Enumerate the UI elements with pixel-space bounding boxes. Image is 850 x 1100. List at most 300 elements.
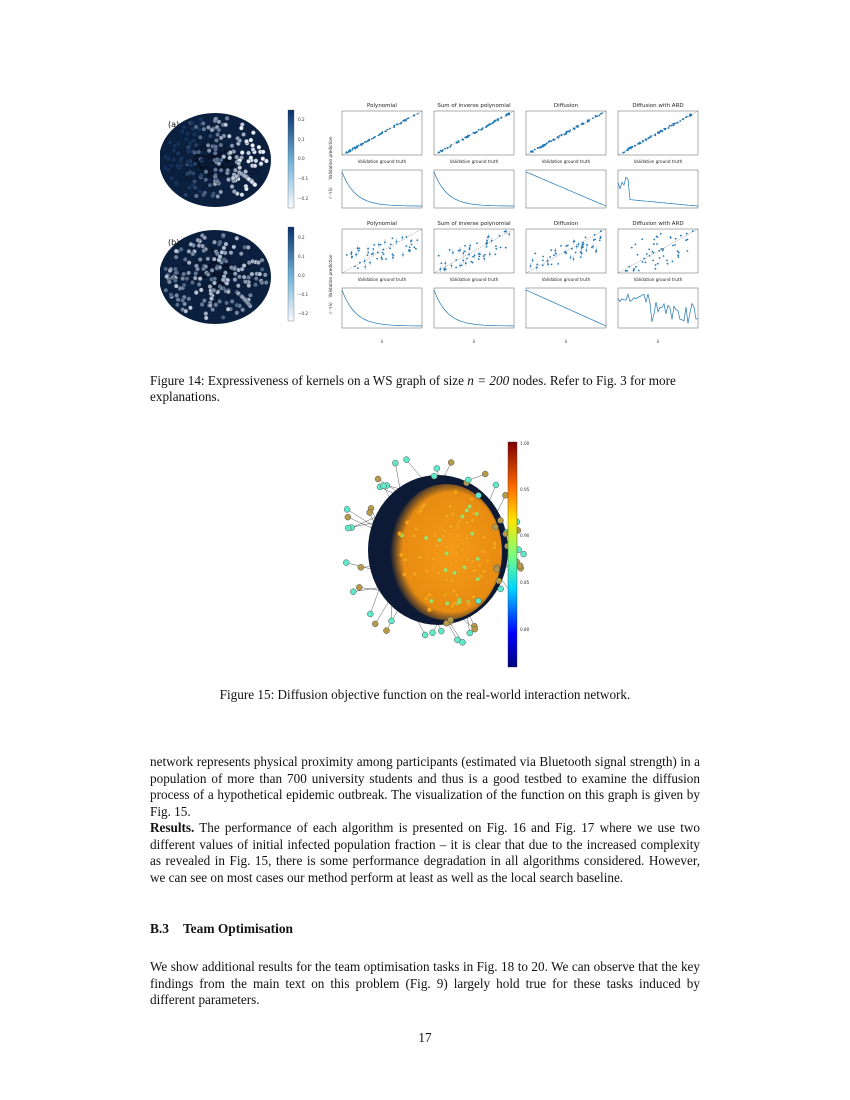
graph-node	[186, 271, 190, 275]
network-node	[475, 598, 481, 604]
graph-node	[193, 276, 197, 280]
graph-node	[189, 242, 193, 246]
graph-node	[163, 166, 167, 170]
scatter-point	[592, 117, 594, 119]
scatter-point	[648, 248, 650, 250]
graph-node	[193, 162, 197, 166]
graph-node	[215, 266, 219, 270]
network-node	[417, 555, 421, 559]
graph-node	[260, 267, 264, 271]
subplot	[342, 288, 422, 328]
graph-node	[185, 276, 189, 280]
cb-b-tick: 0.1	[298, 254, 305, 259]
scatter-point	[497, 118, 499, 120]
interaction-network	[343, 457, 526, 646]
graph-node	[185, 160, 189, 164]
scatter-point	[382, 252, 384, 254]
scatter-point	[358, 145, 360, 147]
network-node	[436, 570, 440, 574]
cb-a-tick: 0.0	[298, 156, 305, 161]
graph-node	[258, 272, 262, 276]
scatter-point	[599, 240, 601, 242]
scatter-point	[560, 245, 562, 247]
scatter-point	[677, 122, 679, 124]
network-node	[492, 524, 498, 530]
xlabel-pred: Validation ground truth	[633, 159, 683, 164]
subplot-grid	[342, 111, 698, 328]
graph-node	[236, 161, 240, 165]
network-node	[432, 557, 436, 561]
graph-node	[171, 158, 175, 162]
graph-node	[173, 267, 177, 271]
graph-node	[232, 245, 236, 249]
scatter-point	[390, 244, 392, 246]
scatter-point	[468, 135, 470, 137]
graph-node	[230, 299, 234, 303]
scatter-point	[567, 245, 569, 247]
graph-node	[256, 260, 260, 264]
scatter-point	[384, 130, 386, 132]
scatter-point	[670, 236, 672, 238]
graph-node	[180, 129, 184, 133]
graph-node	[244, 280, 248, 284]
scatter-point	[534, 253, 536, 255]
xlabel-pred: Validation ground truth	[541, 277, 591, 282]
graph-node	[218, 254, 222, 258]
scatter-point	[443, 268, 445, 270]
scatter-point	[550, 249, 552, 251]
col-title: Diffusion with ARD	[632, 221, 684, 227]
network-node	[493, 482, 499, 488]
scatter-point	[662, 248, 664, 250]
graph-node	[194, 125, 198, 129]
scatter-point	[377, 252, 379, 254]
network-node	[441, 534, 445, 538]
network-node	[450, 512, 454, 516]
scatter-point	[594, 234, 596, 236]
graph-node	[250, 143, 254, 147]
graph-node	[172, 148, 176, 152]
network-node	[344, 506, 350, 512]
scatter-point	[566, 131, 568, 133]
scatter-point	[542, 256, 544, 258]
network-node	[475, 557, 479, 561]
scatter-point	[455, 259, 457, 261]
scatter-point	[351, 257, 353, 259]
graph-node	[214, 138, 218, 142]
scatter-point	[569, 129, 571, 131]
ylabel-spec: r⁻¹(λ)	[328, 187, 333, 199]
graph-node	[239, 252, 243, 256]
network-node	[343, 560, 349, 566]
graph-node	[208, 134, 212, 138]
cb-a-tick: −0.2	[298, 196, 309, 201]
scatter-point	[598, 115, 600, 117]
network-node	[454, 637, 460, 643]
scatter-point	[393, 126, 395, 128]
graph-node	[233, 277, 237, 281]
network-node	[445, 601, 449, 605]
scatter-point	[465, 137, 467, 139]
network-node	[465, 477, 471, 483]
scatter-point	[464, 250, 466, 252]
scatter-point	[635, 243, 637, 245]
graph-node	[201, 121, 205, 125]
graph-node	[191, 171, 195, 175]
scatter-point	[474, 132, 476, 134]
network-node	[475, 492, 481, 498]
network-node	[482, 535, 486, 539]
scatter-point	[372, 248, 374, 250]
graph-node	[174, 180, 178, 184]
network-node	[467, 630, 473, 636]
network-node	[429, 599, 433, 603]
scatter-point	[641, 238, 643, 240]
network-node	[430, 630, 436, 636]
graph-node	[204, 264, 208, 268]
scatter-point	[582, 246, 584, 248]
scatter-point	[351, 251, 353, 253]
scatter-point	[450, 144, 452, 146]
scatter-point	[386, 129, 388, 131]
network-node	[465, 508, 469, 512]
network-node	[414, 527, 418, 531]
scatter-point	[381, 258, 383, 260]
graph-node	[191, 183, 195, 187]
scatter-point	[469, 247, 471, 249]
scatter-point	[649, 255, 651, 257]
scatter-point	[626, 270, 628, 272]
scatter-point	[447, 147, 449, 149]
subplot	[618, 229, 698, 273]
cb15-tick: 1.00	[520, 441, 530, 446]
scatter-point	[565, 245, 567, 247]
scatter-point	[678, 252, 680, 254]
graph-node	[187, 249, 191, 253]
scatter-point	[645, 138, 647, 140]
subplot	[342, 170, 422, 208]
graph-node	[218, 240, 222, 244]
graph-node	[183, 193, 187, 197]
scatter-point	[630, 148, 632, 150]
graph-node	[169, 163, 173, 167]
graph-node	[208, 284, 212, 288]
scatter-point	[642, 141, 644, 143]
network-node	[473, 568, 477, 572]
scatter-point	[656, 243, 658, 245]
network-node	[402, 572, 406, 576]
graph-node	[176, 141, 180, 145]
graph-node	[215, 179, 219, 183]
network-node	[452, 601, 456, 605]
network-node	[437, 538, 441, 542]
scatter-point	[649, 136, 651, 138]
scatter-point	[379, 133, 381, 135]
scatter-point	[663, 255, 665, 257]
network-node	[482, 471, 488, 477]
scatter-point	[600, 236, 602, 238]
scatter-point	[580, 256, 582, 258]
scatter-point	[359, 262, 361, 264]
scatter-point	[660, 130, 662, 132]
graph-node	[226, 290, 230, 294]
network-node	[448, 460, 454, 466]
scatter-point	[559, 135, 561, 137]
graph-node	[206, 257, 210, 261]
graph-node	[221, 278, 225, 282]
graph-node	[187, 297, 191, 301]
network-node	[367, 510, 373, 516]
network-node	[392, 460, 398, 466]
scatter-point	[440, 262, 442, 264]
graph-node	[213, 168, 217, 172]
network-node	[405, 520, 409, 524]
graph-node	[198, 257, 202, 261]
graph-node	[230, 144, 234, 148]
scatter-point	[549, 256, 551, 258]
network-node	[367, 611, 373, 617]
scatter-point	[600, 113, 602, 115]
graph-node	[213, 277, 217, 281]
colorbar-a	[288, 110, 309, 208]
network-node	[388, 618, 394, 624]
network-node	[356, 584, 362, 590]
network-node	[455, 550, 459, 554]
graph-node	[251, 130, 255, 134]
graph-node	[228, 156, 232, 160]
subplot-frame	[434, 170, 514, 208]
graph-node	[246, 159, 250, 163]
graph-node	[182, 272, 186, 276]
network-node	[412, 534, 416, 538]
graph-node	[163, 267, 167, 271]
caption-math: n = 200	[467, 373, 510, 388]
scatter-point	[686, 233, 688, 235]
graph-node	[194, 290, 198, 294]
cb-b-tick: 0.0	[298, 273, 305, 278]
scatter-point	[457, 140, 459, 142]
network-node	[444, 551, 448, 555]
scatter-point	[682, 118, 684, 120]
results-heading: Results.	[150, 820, 195, 835]
network-node	[345, 525, 351, 531]
scatter-point	[382, 249, 384, 251]
scatter-point	[406, 118, 408, 120]
graph-node	[250, 272, 254, 276]
paragraph-network: network represents physical proximity among participants (estimated via Bluetooth signal strength) in a population of more than 700 university students and thus is a good testbed to examine the diffusion process of a hypothetical epidemic outbreak. The visualization of the function on this graph is given by Fig. 15.	[150, 754, 700, 819]
figure-14-plot	[160, 100, 700, 350]
scatter-point	[356, 145, 358, 147]
graph-node	[231, 176, 235, 180]
scatter-point	[585, 237, 587, 239]
network-node	[468, 504, 472, 508]
scatter-point	[587, 121, 589, 123]
network-node	[492, 542, 496, 546]
graph-node	[204, 311, 208, 315]
graph-node	[253, 183, 257, 187]
graph-node	[213, 174, 217, 178]
graph-node	[196, 238, 200, 242]
cb-b-tick: 0.2	[298, 235, 305, 240]
network-node	[502, 492, 508, 498]
scatter-point	[627, 149, 629, 151]
section-title: Team Optimisation	[182, 921, 293, 936]
graph-node	[248, 304, 252, 308]
scatter-point	[674, 244, 676, 246]
graph-node	[175, 163, 179, 167]
graph-node	[229, 250, 233, 254]
scatter-point	[633, 268, 635, 270]
scatter-point	[413, 246, 415, 248]
network-node	[449, 562, 453, 566]
scatter-point	[383, 253, 385, 255]
graph-node	[221, 315, 225, 319]
graph-node	[194, 271, 198, 275]
graph-node	[259, 161, 263, 165]
graph-node	[202, 248, 206, 252]
graph-node	[202, 236, 206, 240]
graph-node	[223, 271, 227, 275]
ylabel-spec: r⁻¹(λ)	[328, 302, 333, 314]
graph-node	[237, 165, 241, 169]
graph-node	[250, 259, 254, 263]
graph-node	[261, 150, 265, 154]
scatter-point	[417, 113, 419, 115]
graph-node	[165, 274, 169, 278]
graph-node	[183, 257, 187, 261]
network-node	[479, 574, 483, 578]
graph-node	[217, 299, 221, 303]
network-node	[462, 565, 466, 569]
scatter-point	[634, 145, 636, 147]
scatter-point	[483, 255, 485, 257]
scatter-point	[667, 263, 669, 265]
network-node	[457, 519, 461, 523]
scatter-point	[478, 256, 480, 258]
scatter-point	[639, 143, 641, 145]
graph-node	[199, 173, 203, 177]
xlabel-pred: Validation ground truth	[357, 159, 407, 164]
scatter-point	[687, 250, 689, 252]
scatter-point	[600, 230, 602, 232]
scatter-point	[654, 134, 656, 136]
graph-node	[225, 281, 229, 285]
graph-node	[221, 233, 225, 237]
network-node	[517, 563, 523, 569]
scatter-point	[680, 235, 682, 237]
network-node	[435, 544, 439, 548]
xlabel-spec: λ	[380, 339, 384, 344]
scatter-point	[365, 141, 367, 143]
scatter-point	[657, 236, 659, 238]
scatter-point	[376, 258, 378, 260]
network-node	[372, 621, 378, 627]
scatter-point	[505, 247, 507, 249]
scatter-point	[542, 259, 544, 261]
network-node	[419, 508, 423, 512]
scatter-point	[461, 264, 463, 266]
subplot-frame	[342, 288, 422, 328]
network-node	[460, 514, 464, 518]
graph-node	[219, 143, 223, 147]
graph-node	[187, 260, 191, 264]
paragraph-results	[150, 820, 700, 886]
network-node	[358, 564, 364, 570]
graph-node	[173, 278, 177, 282]
col-title: Polynomial	[367, 221, 397, 227]
graph-node	[221, 155, 225, 159]
graph-node	[240, 308, 244, 312]
scatter-point	[500, 247, 502, 249]
graph-node	[246, 151, 250, 155]
network-node	[470, 497, 474, 501]
scatter-point	[645, 262, 647, 264]
graph-node	[188, 306, 192, 310]
scatter-point	[652, 251, 654, 253]
scatter-point	[495, 248, 497, 250]
scatter-point	[685, 239, 687, 241]
graph-node	[169, 293, 173, 297]
graph-node	[220, 250, 224, 254]
graph-node	[237, 138, 241, 142]
graph-node	[204, 316, 208, 320]
scatter-point	[583, 123, 585, 125]
section-heading	[150, 921, 293, 937]
graph-node	[198, 135, 202, 139]
network-node	[452, 571, 456, 575]
graph-node	[174, 293, 178, 297]
scatter-point	[346, 152, 348, 154]
scatter-point	[631, 247, 633, 249]
scatter-point	[352, 149, 354, 151]
subplot	[434, 170, 514, 208]
graph-node	[254, 276, 258, 280]
graph-node	[206, 272, 210, 276]
scatter-point	[549, 140, 551, 142]
scatter-point	[628, 266, 630, 268]
graph-node	[235, 311, 239, 315]
network-node	[444, 568, 448, 572]
graph-node	[227, 134, 231, 138]
scatter-point	[393, 124, 395, 126]
scatter-point	[551, 263, 553, 265]
scatter-point	[633, 270, 635, 272]
graph-node	[194, 194, 198, 198]
scatter-point	[441, 151, 443, 153]
network-node	[456, 545, 460, 549]
graph-node	[187, 148, 191, 152]
paragraph-team: We show additional results for the team optimisation tasks in Fig. 18 to 20. We can observe that the key findings from the main text on this problem (Fig. 9) largely hold true for these tasks induced by different parameters.	[150, 959, 700, 1008]
xlabel-spec: λ	[564, 339, 568, 344]
scatter-point	[595, 116, 597, 118]
graph-node	[246, 275, 250, 279]
scatter-point	[438, 255, 440, 257]
network-node	[403, 457, 409, 463]
graph-node	[212, 257, 216, 261]
network-node	[424, 536, 428, 540]
network-node	[431, 473, 437, 479]
network-node	[471, 595, 475, 599]
graph-node	[199, 117, 203, 121]
col-title: Diffusion with ARD	[632, 103, 684, 109]
graph-node	[185, 131, 189, 135]
graph-node	[228, 150, 232, 154]
scatter-point	[493, 121, 495, 123]
scatter-point	[595, 251, 597, 253]
scatter-point	[659, 257, 661, 259]
graph-node	[219, 168, 223, 172]
network-node	[397, 531, 401, 535]
